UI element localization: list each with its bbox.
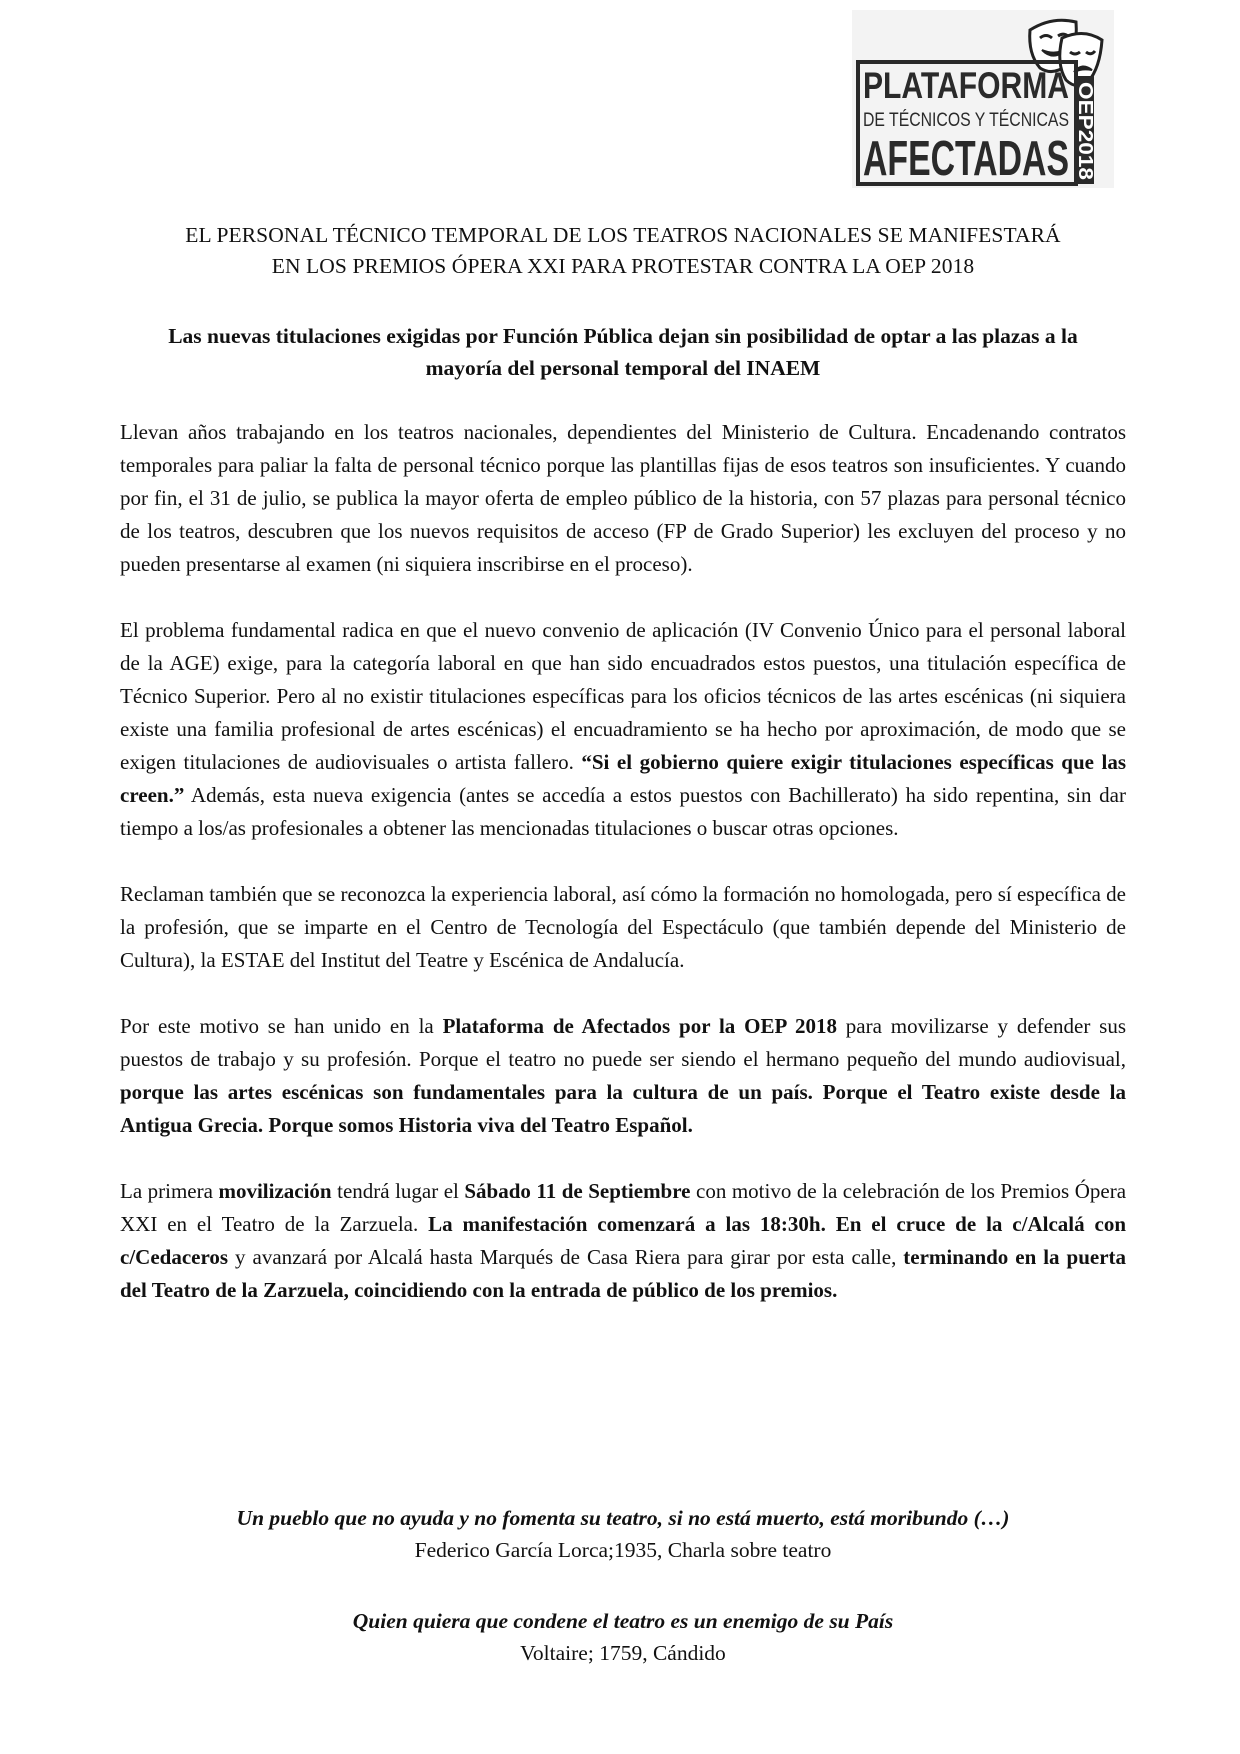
plataforma-logo	[852, 10, 1114, 188]
paragraph-4-bold-statement: porque las artes escénicas son fundamentales para la cultura de un país. Porque el Teatro existe desde la Antigua Grecia. Porque somos Historia viva del Teatro Español.	[120, 1080, 1126, 1137]
paragraph-1: Llevan años trabajando en los teatros nacionales, dependientes del Ministerio de Cultura. Encadenando contratos temporales para paliar la falta de personal técnico porque las plantillas fijas de esos teatros son insuficientes. Y cuando por fin, el 31 de julio, se publica la mayor oferta de empleo público de la historia, con 57 plazas para personal técnico de los teatros, descubren que los nuevos requisitos de acceso (FP de Grado Superior) les excluyen del proceso y no pueden presentarse al examen (ni siquiera inscribirse en el proceso).	[120, 420, 1126, 576]
subheadline-line-2: mayoría del personal temporal del INAEM	[425, 356, 821, 380]
quote-lorca: Un pueblo que no ayuda y no fomenta su teatro, si no está muerto, está moribundo (…)	[236, 1506, 1010, 1530]
subheadline-line-1: Las nuevas titulaciones exigidas por Función Pública dejan sin posibilidad de optar a las plazas a la	[168, 324, 1078, 348]
paragraph-5-text-c: con motivo de la celebración de los Premios Ópera XXI en el Teatro de la Zarzuela.	[120, 1179, 1127, 1236]
body-text	[120, 416, 1126, 1340]
quote-voltaire-source: Voltaire; 1759, Cándido	[520, 1641, 726, 1665]
subheadline	[120, 320, 1126, 384]
paragraph-2-text-a: El problema fundamental radica en que el nuevo convenio de aplicación (IV Convenio Único para el personal laboral de la AGE) exige, para la categoría laboral en que han sido encuadrados estos puestos, una titulación específica de Técnico Superior. Pero al no existir titulaciones específicas para los oficios técnicos de las artes escénicas (ni siquiera existe una familia profesional de artes escénicas) el encuadramiento se ha hecho por aproximación, de modo que se exigen titulaciones de audiovisuales o artista fallero.	[120, 618, 1126, 774]
paragraph-5	[120, 1175, 1126, 1307]
theatre-masks-logo-graphic	[852, 10, 1114, 188]
paragraph-2-text-b: Además, esta nueva exigencia (antes se accedía a estos puestos con Bachillerato) ha sido repentina, sin dar tiempo a los/as profesionales a obtener las mencionadas titulaciones o buscar otras opciones.	[120, 783, 1126, 840]
paragraph-5-bold-start: La manifestación comenzará a las 18:30h. En el cruce de la c/Alcalá con c/Cedaceros	[120, 1212, 1126, 1269]
quote-voltaire: Quien quiera que condene el teatro es un enemigo de su País	[352, 1609, 894, 1633]
headline	[120, 220, 1126, 282]
paragraph-4-platform-name: Plataforma de Afectados por la OEP 2018	[442, 1014, 837, 1038]
paragraph-4-text-b: para movilizarse y defender sus puestos de trabajo y su profesión. Porque el teatro no puede ser siendo el hermano pequeño del mundo audiovisual,	[120, 1014, 1127, 1071]
paragraph-5-text-d: y avanzará por Alcalá hasta Marqués de Casa Riera para girar por esta calle,	[235, 1245, 897, 1269]
paragraph-5-bold-movilizacion: movilización	[218, 1179, 332, 1203]
paragraph-5-bold-end: terminando en la puerta del Teatro de la Zarzuela, coincidiendo con la entrada de público de los premios.	[120, 1245, 1127, 1302]
paragraph-4-text-a: Por este motivo se han unido en la	[120, 1014, 434, 1038]
paragraph-5-bold-date: Sábado 11 de Septiembre	[464, 1179, 691, 1203]
closing-quotes	[120, 1502, 1126, 1669]
logo-line1: PLATAFORMA	[863, 65, 1069, 106]
paragraph-2-quote: “Si el gobierno quiere exigir titulaciones específicas que las creen.”	[120, 750, 1127, 807]
paragraph-4	[120, 1010, 1126, 1142]
paragraph-2	[120, 614, 1126, 845]
paragraph-5-text-a: La primera	[120, 1179, 213, 1203]
logo-side-text: OEP2018	[1074, 82, 1096, 169]
paragraph-3: Reclaman también que se reconozca la experiencia laboral, así cómo la formación no homologada, pero sí específica de la profesión, que se imparte en el Centro de Tecnología del Espectáculo (que también depende del Ministerio de Cultura), la ESTAE del Institut del Teatre y Escénica de Andalucía.	[120, 882, 1126, 972]
paragraph-5-text-b: tendrá lugar el	[337, 1179, 459, 1203]
headline-line-1: EL PERSONAL TÉCNICO TEMPORAL DE LOS TEATROS NACIONALES SE MANIFESTARÁ	[185, 223, 1061, 247]
logo-line2: DE TÉCNICOS Y TÉCNICAS	[863, 110, 1069, 131]
logo-line3: AFECTADAS	[863, 132, 1069, 186]
quote-lorca-source: Federico García Lorca;1935, Charla sobre teatro	[414, 1538, 832, 1562]
headline-line-2: EN LOS PREMIOS ÓPERA XXI PARA PROTESTAR CONTRA LA OEP 2018	[271, 254, 975, 278]
